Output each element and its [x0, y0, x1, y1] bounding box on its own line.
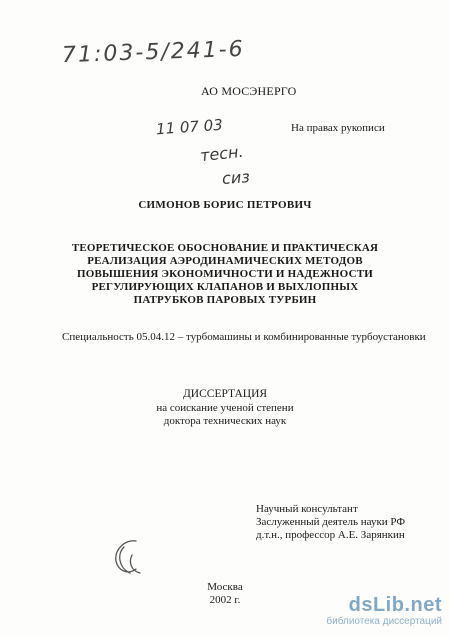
advisor-line: Заслуженный деятель науки РФ [256, 516, 406, 528]
title-line: РЕГУЛИРУЮЩИХ КЛАПАНОВ И ВЫХЛОПНЫХ [91, 281, 359, 293]
thesis-block [0, 388, 450, 428]
year: 2002 г. [209, 594, 241, 606]
advisor-line: д.т.н., профессор А.Е. Зарянкин [256, 529, 405, 541]
handwritten-mark: сиз [221, 167, 251, 188]
thesis-title [0, 242, 450, 307]
watermark-subtitle: библиотека диссертаций [326, 616, 442, 627]
specialty-line: Специальность 05.04.12 – турбомашины и комбинированные турбоустановки [62, 331, 426, 343]
thesis-degree-line: на соискание ученой степени [156, 402, 294, 414]
organization-name: АО МОСЭНЕРГО [201, 84, 297, 98]
city: Москва [207, 581, 243, 593]
handwritten-mark: теcн. [199, 141, 245, 166]
title-line: ТЕОРЕТИЧЕСКОЕ ОБОСНОВАНИЕ И ПРАКТИЧЕСКАЯ [71, 242, 379, 254]
author-name: СИМОНОВ БОРИС ПЕТРОВИЧ [138, 199, 312, 211]
watermark-brand: dsLib.net [348, 594, 442, 616]
advisor-block [256, 503, 405, 542]
title-line: ПОВЫШЕНИЯ ЭКОНОМИЧНОСТИ И НАДЕЖНОСТИ [76, 268, 374, 280]
title-line: РЕАЛИЗАЦИЯ АЭРОДИНАМИЧЕСКИХ МЕТОДОВ [87, 255, 363, 267]
rights-notice: На правах рукописи [291, 122, 385, 134]
title-line: ПАТРУБКОВ ПАРОВЫХ ТУРБИН [133, 294, 317, 306]
watermark [326, 594, 442, 628]
thesis-type: ДИССЕРТАЦИЯ [182, 388, 268, 400]
handwritten-catalog-code: 71:03-5/241-6 [61, 36, 246, 69]
handwritten-date-note: 11 07 03 [155, 115, 224, 139]
thesis-degree-line: доктора технических наук [163, 415, 287, 427]
advisor-line: Научный консультант [256, 503, 358, 515]
